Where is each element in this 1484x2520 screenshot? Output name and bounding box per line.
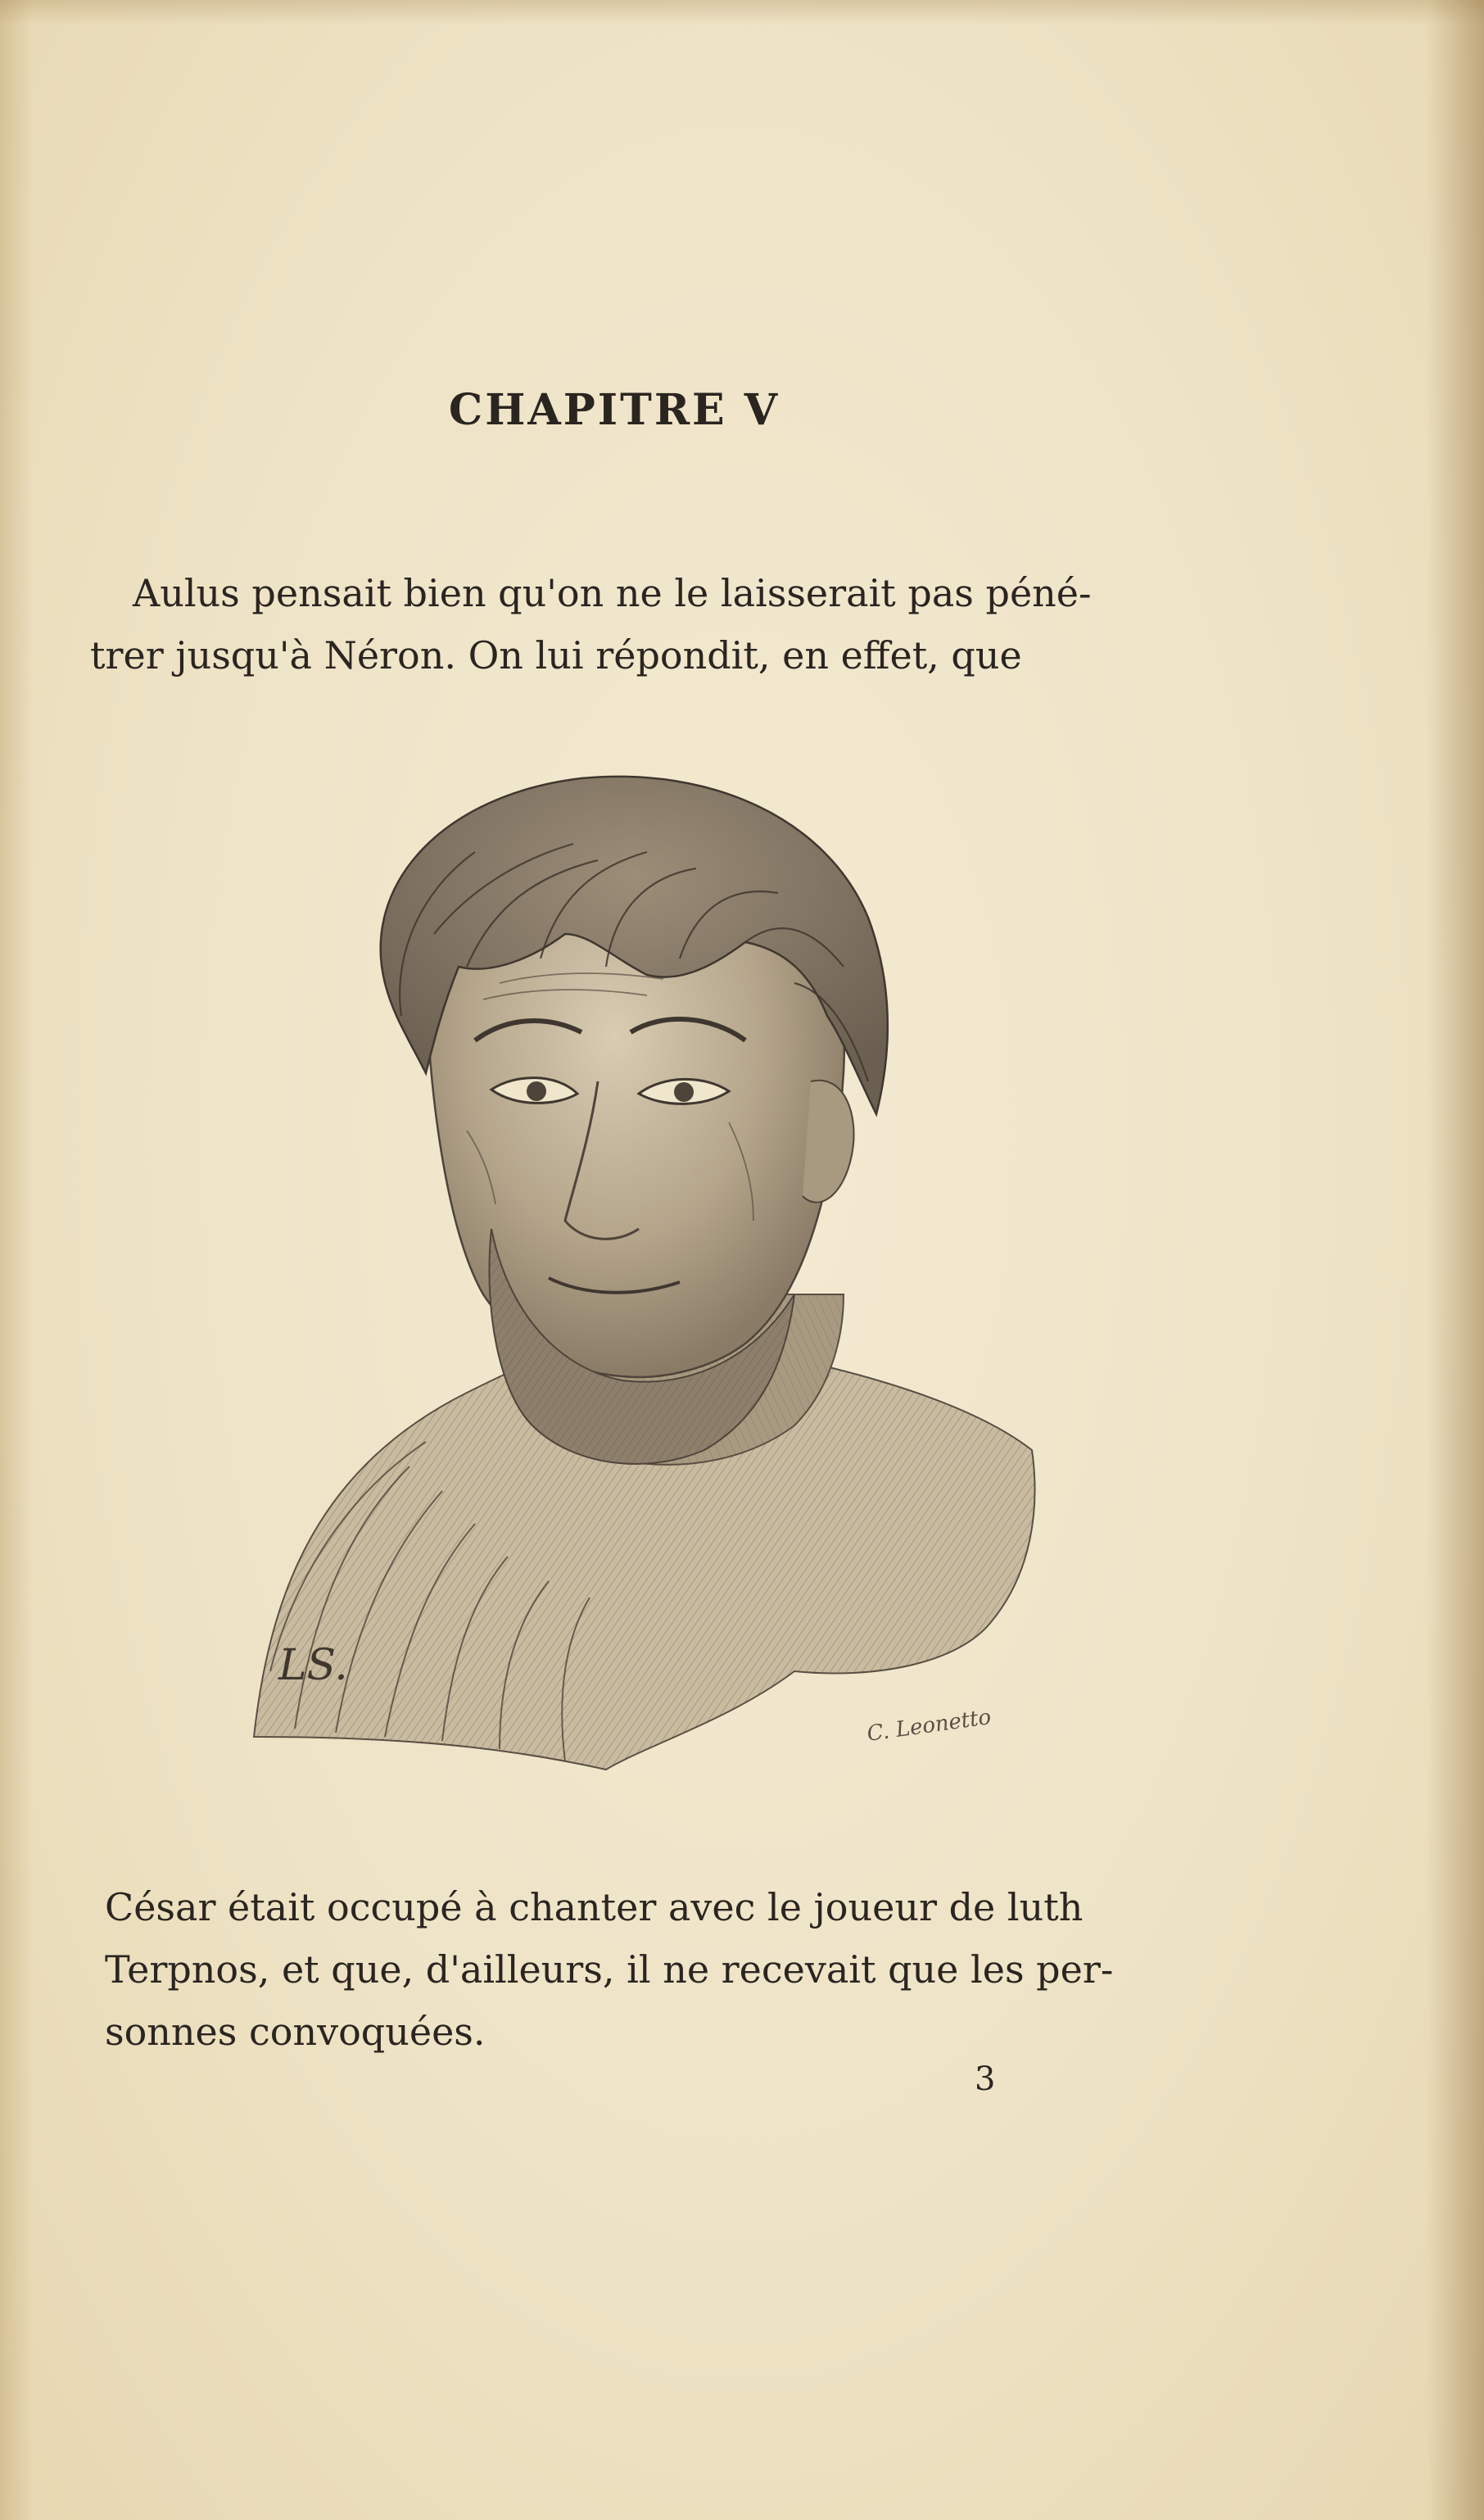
paragraph-continuation [105,1876,1161,2063]
engraver-signature: C. Leonetto [865,1705,993,1747]
text-line: César était occupé à chanter avec le joueur de luth [105,1885,1084,1929]
chapter-heading: CHAPITRE V [448,385,780,435]
bust-engraving-icon [221,770,1040,1802]
text-line: Aulus pensait bien qu'on ne le laisserait pas péné- [133,571,1092,615]
bust-illustration [221,770,1040,1802]
page-number: 3 [975,2060,996,2098]
page-edge-shadow [1427,0,1484,2520]
left-pupil [527,1081,546,1101]
paragraph-opening [90,562,1147,687]
artist-monogram: LS. [278,1641,348,1690]
spine-shadow [0,0,33,2520]
top-edge-shadow [0,0,1484,25]
text-line: Terpnos, et que, d'ailleurs, il ne recevait que les per- [105,1947,1114,1992]
right-pupil [674,1082,694,1102]
text-line: sonnes convoquées. [105,2010,486,2054]
ear-shape [803,1081,854,1203]
text-line: trer jusqu'à Néron. On lui répondit, en effet, que [90,633,1022,678]
